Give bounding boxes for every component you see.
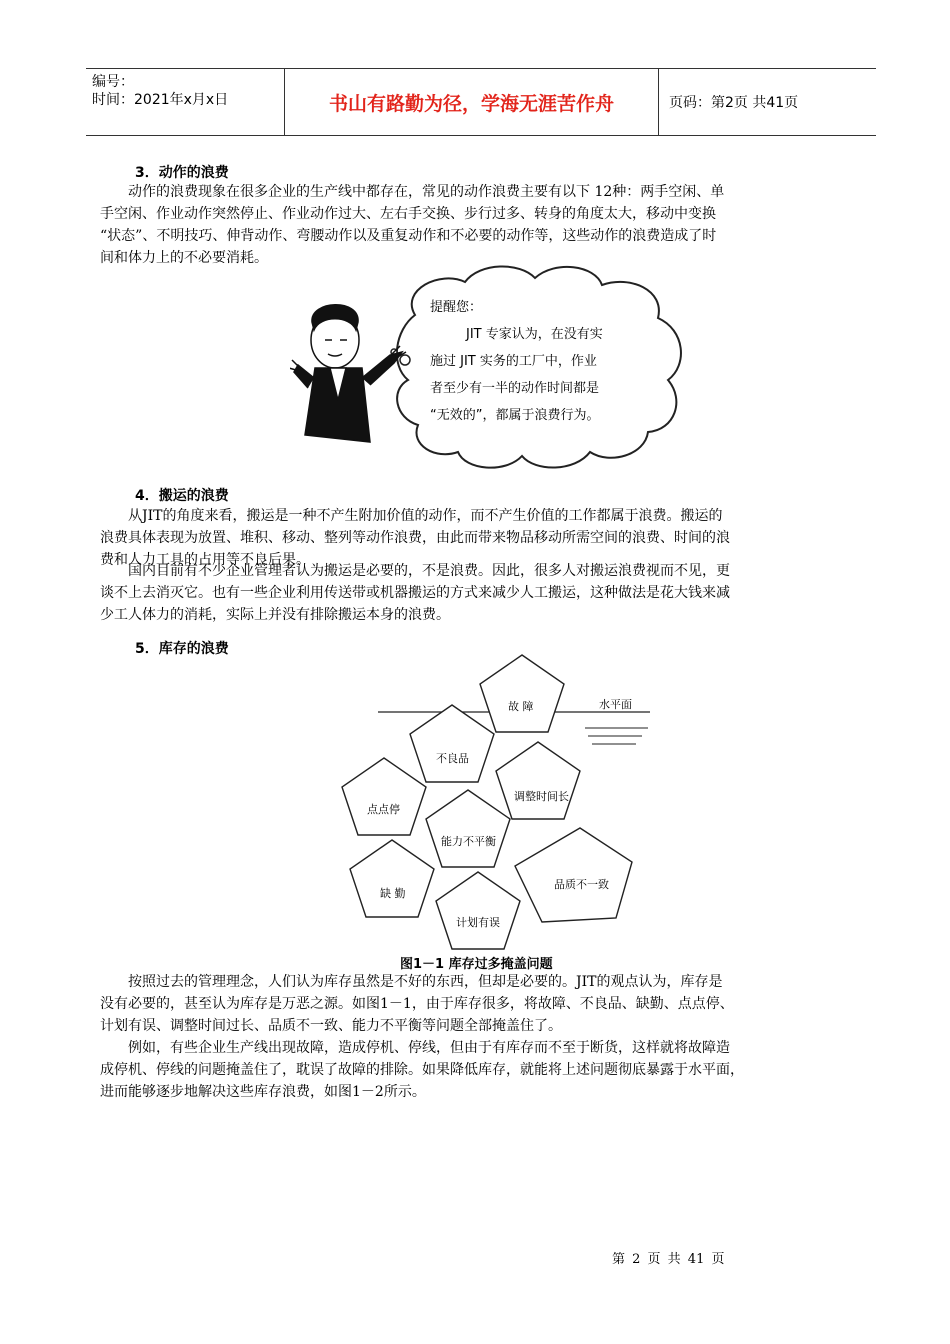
section4-line: 谈不上去消灭它。也有一些企业利用传送带或机器搬运的方式来减少人工搬运，这种做法是花大钱来减 (100, 585, 730, 601)
section5-line: 进而能够逐步地解决这些库存浪费，如图1－2所示。 (100, 1084, 426, 1100)
pentagon-quality (515, 828, 632, 922)
section3-line: “状态”、不明技巧、伸背动作、弯腰动作以及重复动作和不必要的动作等，这些动作的浪费造成了时 (100, 228, 717, 244)
tip-line: JIT 专家认为，在没有实 (466, 327, 603, 342)
section4-heading: 4．搬运的浪费 (135, 488, 229, 504)
section5-line: 计划有误、调整时间过长、品质不一致、能力不平衡等问题全部掩盖住了。 (100, 1018, 562, 1034)
pentagon-defect (410, 705, 494, 782)
header-page-info: 页码：第2页 共41页 (669, 95, 799, 111)
header-meta (86, 69, 284, 135)
section4-line: 浪费具体表现为放置、堆积、移动、整列等动作浪费，由此而带来物品移动所需空间的浪费、时间的浪 (100, 530, 730, 546)
header-motto: 书山有路勤为径，学海无涯苦作舟 (284, 69, 659, 135)
figure-caption: 图1－1 库存过多掩盖问题 (400, 957, 553, 972)
section5-line: 没有必要的，甚至认为库存是万恶之源。如图1－1，由于库存很多，将故障、不良品、缺勤、点点停、 (100, 996, 734, 1012)
tip-line: “无效的”，都属于浪费行为。 (430, 408, 600, 423)
label-absence: 缺 勤 (380, 887, 406, 900)
section3-line: 手空闲、作业动作突然停止、作业动作过大、左右手交换、步行过多、转身的角度太大，移动中变换 (100, 206, 716, 222)
label-setup-time: 调整时间长 (514, 790, 569, 803)
section3-paragraph (100, 181, 860, 269)
pentagon-setup-time (496, 742, 580, 819)
inventory-figure (330, 650, 660, 950)
section5-paragraph-1 (100, 971, 860, 1037)
label-plan-error: 计划有误 (456, 916, 500, 929)
pentagon-plan-error (436, 872, 520, 949)
tip-text (430, 294, 645, 429)
tip-line: 施过 JIT 实务的工厂中，作业 (430, 354, 597, 369)
tip-title: 提醒您： (430, 300, 483, 315)
section3-line: 间和体力上的不必要消耗。 (100, 250, 268, 266)
label-imbalance: 能力不平衡 (441, 835, 496, 848)
header-number: 编号： (92, 74, 134, 90)
section3-line: 动作的浪费现象在很多企业的生产线中都存在，常见的动作浪费主要有以下 12种：两手空闲、单 (128, 184, 725, 200)
tip-line: 者至少有一半的动作时间都是 (430, 381, 600, 396)
header-date: 时间：2021年x月x日 (92, 92, 229, 108)
label-quality: 品质不一致 (554, 878, 609, 891)
pentagon-imbalance (426, 790, 510, 867)
label-breakdown: 故 障 (508, 700, 534, 713)
section5-line: 按照过去的管理理念，人们认为库存虽然是不好的东西，但却是必要的。JIT的观点认为，库存是 (128, 974, 723, 990)
section5-line: 例如，有些企业生产线出现故障，造成停机、停线，但由于有库存而不至于断货，这样就将故障造 (128, 1040, 730, 1056)
pentagon-minor-stops (342, 758, 426, 835)
section4-line: 国内目前有不少企业管理者认为搬运是必要的，不是浪费。因此，很多人对搬运浪费视而不见，更 (128, 563, 730, 579)
pentagon-breakdown (480, 655, 564, 732)
water-level-label: 水平面 (599, 698, 632, 711)
section5-heading: 5．库存的浪费 (135, 641, 229, 657)
section4-line: 费和人力工具的占用等不良后果。 (100, 552, 310, 568)
businessman-figure (290, 305, 406, 442)
section5-paragraph-2 (100, 1037, 860, 1103)
tip-illustration (290, 260, 700, 482)
page-footer: 第 2 页 共 41 页 (612, 1252, 725, 1267)
page-header (86, 68, 876, 136)
section4-line: 少工人体力的消耗，实际上并没有排除搬运本身的浪费。 (100, 607, 450, 623)
label-minor-stops: 点点停 (367, 803, 400, 816)
pentagon-diagram (330, 650, 660, 950)
section5-line: 成停机、停线的问题掩盖住了，耽误了故障的排除。如果降低库存，就能将上述问题彻底暴露于水平面， (100, 1062, 744, 1078)
section4-paragraph-2 (100, 560, 860, 626)
section4-line: 从JIT的角度来看，搬运是一种不产生附加价值的动作，而不产生价值的工作都属于浪费。搬运的 (128, 508, 723, 524)
section3-heading: 3．动作的浪费 (135, 165, 229, 181)
pentagon-absence (350, 840, 434, 917)
label-defect: 不良品 (436, 752, 469, 765)
